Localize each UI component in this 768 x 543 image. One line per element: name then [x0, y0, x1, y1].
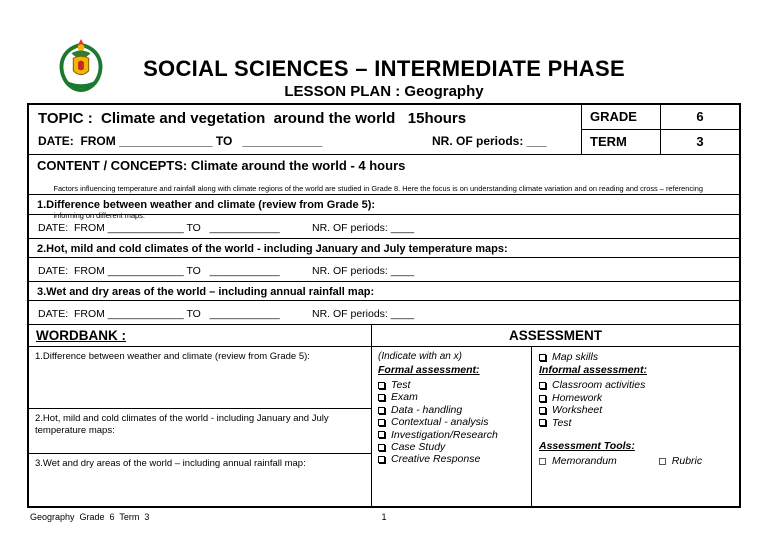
formal-item-test [378, 379, 525, 391]
checkbox-label: Investigation/Research [391, 428, 498, 441]
checkbox-icon [378, 419, 385, 426]
section-1-date-line: DATE: FROM _____________ TO ____________ [38, 222, 280, 234]
checkbox-icon [659, 458, 666, 465]
informal-item-classroom-activities [539, 379, 732, 391]
checkbox-label: Worksheet [552, 404, 603, 417]
lesson-plan-table [27, 103, 741, 508]
checkbox-icon [378, 382, 385, 389]
checkbox-label: Rubric [671, 455, 703, 468]
formal-item-contextual-analysis [378, 416, 525, 428]
checkbox-icon [378, 444, 385, 451]
formal-item-exam [378, 391, 525, 403]
section-3-periods-label: NR. OF periods: ____ [312, 308, 415, 320]
content-note-line1: Factors influencing temperature and rainfall along with climate regions of the world are studied in Grade 8. Here the focus is on understanding climate variation and on reading and cross – referencing [53, 184, 703, 193]
wordbank-assessment-header-row [29, 325, 739, 347]
indicate-note: (Indicate with an x) [378, 351, 462, 362]
wordbank-item-1: 1.Difference between weather and climate (review from Grade 5): [29, 347, 371, 409]
informal-assessment-heading: Informal assessment: [539, 364, 647, 377]
formal-item-data-handling [378, 404, 525, 416]
informal-item-homework [539, 392, 732, 404]
checkbox-icon [378, 407, 385, 414]
wordbank-column [29, 347, 372, 506]
section-2-date-row [29, 258, 739, 282]
section-1-heading: 1.Difference between weather and climate (review from Grade 5): [29, 195, 739, 215]
section-2-heading: 2.Hot, mild and cold climates of the world - including January and July temperature maps: [29, 239, 739, 258]
formal-assessment-heading: Formal assessment: [378, 364, 480, 376]
checkbox-icon [378, 394, 385, 401]
page-number: 1 [381, 512, 387, 522]
topic-date-line: DATE: FROM ______________ TO ____________ [38, 134, 323, 148]
topic-row [29, 105, 739, 155]
checkbox-label: Exam [391, 391, 418, 404]
checkbox-icon [539, 395, 546, 402]
term-value: 3 [696, 134, 704, 149]
page-subtitle: LESSON PLAN : Geography [284, 83, 484, 100]
checkbox-label: Map skills [552, 351, 599, 363]
section-2-date-line: DATE: FROM _____________ TO ____________ [38, 265, 280, 277]
topic-periods-label: NR. OF periods: ___ [432, 134, 547, 148]
term-label: TERM [582, 130, 661, 154]
checkbox-label: Memorandum [552, 455, 617, 468]
formal-item-investigation-research [378, 429, 525, 441]
map-skills-item [539, 351, 732, 363]
section-1-date-row [29, 215, 739, 239]
checkbox-icon [378, 431, 385, 438]
wordbank-assessment-body [29, 347, 739, 506]
section-3-date-line: DATE: FROM _____________ TO ____________ [38, 308, 280, 320]
section-3-date-row [29, 301, 739, 325]
page-title: SOCIAL SCIENCES – INTERMEDIATE PHASE [143, 56, 625, 81]
informal-item-worksheet [539, 404, 732, 416]
grade-label: GRADE [582, 105, 661, 130]
checkbox-label: Classroom activities [552, 379, 646, 392]
checkbox-icon [539, 458, 546, 465]
checkbox-icon [378, 456, 385, 463]
checkbox-label: Creative Response [391, 453, 481, 466]
assessment-tools-row [539, 455, 732, 467]
formal-item-creative-response [378, 453, 525, 465]
formal-item-case-study [378, 441, 525, 453]
tool-item-memorandum [539, 455, 617, 467]
checkbox-icon [539, 419, 546, 426]
checkbox-label: Test [391, 379, 411, 391]
grade-term-block [581, 105, 739, 154]
assessment-heading: ASSESSMENT [508, 328, 603, 343]
checkbox-label: Case Study [391, 441, 446, 454]
wordbank-heading: WORDBANK : [29, 325, 372, 346]
checkbox-icon [539, 354, 546, 361]
formal-assessment-column [372, 347, 532, 506]
checkbox-icon [539, 382, 546, 389]
informal-item-test [539, 417, 732, 429]
footer-text: Geography Grade 6 Term 3 [30, 512, 150, 522]
section-2-periods-label: NR. OF periods: ____ [312, 265, 415, 277]
wordbank-item-2: 2.Hot, mild and cold climates of the world - including January and July temperature maps: [29, 409, 371, 454]
section-3-heading: 3.Wet and dry areas of the world – including annual rainfall map: [29, 282, 739, 301]
grade-value: 6 [661, 105, 739, 130]
wordbank-item-3: 3.Wet and dry areas of the world – including annual rainfall map: [35, 458, 306, 469]
section-1-periods-label: NR. OF periods: ____ [312, 222, 415, 234]
checkbox-icon [539, 407, 546, 414]
content-note-line2: informing on different maps. [53, 211, 145, 220]
checkbox-label: Test [552, 416, 572, 429]
checkbox-label: Data - handling [391, 403, 463, 416]
topic-title: TOPIC : Climate and vegetation around the world 15hours [38, 110, 467, 127]
checkbox-label: Homework [552, 391, 603, 404]
content-heading: CONTENT / CONCEPTS: Climate around the world - 4 hours [37, 158, 406, 173]
assessment-tools-heading: Assessment Tools: [539, 440, 635, 453]
checkbox-label: Contextual - analysis [391, 416, 489, 429]
informal-assessment-column [532, 347, 739, 506]
tool-item-rubric [659, 455, 702, 467]
